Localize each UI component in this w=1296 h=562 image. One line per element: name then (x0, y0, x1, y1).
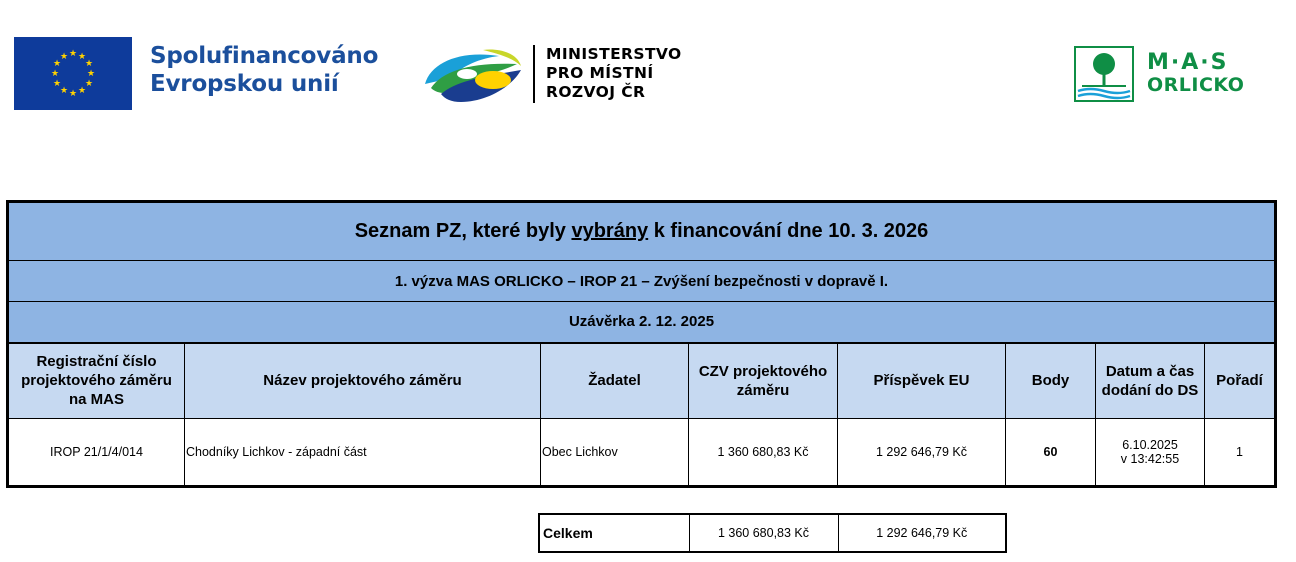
svg-text:★: ★ (59, 86, 69, 96)
cell-applicant: Obec Lichkov (541, 419, 689, 487)
eu-text-line1: Spolufinancováno (150, 43, 379, 69)
title-underlined: vybrány (571, 220, 649, 242)
totals-czv: 1 360 680,83 Kč (689, 514, 838, 552)
mas-line2: ORLICKO (1147, 74, 1245, 96)
cell-eu-contribution: 1 292 646,79 Kč (838, 419, 1006, 487)
selected-projects-table (6, 200, 1277, 488)
mas-line1: M·A·S (1147, 50, 1229, 75)
header-reg-number (8, 343, 185, 419)
title-after: k financování dne 10. 3. 2026 (648, 220, 929, 242)
header-czv-line1: CZV projektového (698, 362, 828, 380)
totals-eu: 1 292 646,79 Kč (838, 514, 1006, 552)
table-row (8, 419, 1276, 487)
cell-reg-number: IROP 21/1/4/014 (8, 419, 185, 487)
table-title (8, 202, 1276, 261)
deadline: Uzávěrka 2. 12. 2025 (8, 302, 1276, 343)
eu-cofinanced-text (150, 42, 378, 98)
mas-orlicko-logo-icon (1074, 46, 1134, 102)
cell-points: 60 (1006, 419, 1096, 487)
title-before: Seznam PZ, které byly (354, 220, 572, 242)
header-applicant: Žadatel (541, 343, 689, 419)
header-reg-line1: Registrační číslo (36, 353, 157, 371)
header-project-name: Název projektového záměru (185, 343, 541, 419)
cell-date-line1: 6.10.2025 (1122, 438, 1178, 452)
ministry-divider (533, 45, 535, 103)
ministry-logo-icon (421, 44, 523, 106)
mas-orlicko-text (1147, 52, 1244, 96)
header-reg-line2: projektového záměru (21, 372, 172, 390)
svg-text:★: ★ (68, 89, 78, 99)
header-date-line2: dodání do DS (1101, 381, 1199, 399)
call-name: 1. výzva MAS ORLICKO – IROP 21 – Zvýšení bezpečnosti v dopravě I. (8, 261, 1276, 302)
cell-date-line2: v 13:42:55 (1120, 452, 1180, 466)
totals-label: Celkem (539, 514, 689, 552)
ministry-line2: PRO MÍSTNÍ (546, 64, 654, 82)
svg-text:★: ★ (68, 49, 78, 59)
cell-delivery-date (1096, 419, 1205, 487)
svg-text:★: ★ (77, 52, 87, 62)
svg-text:★: ★ (52, 79, 62, 89)
svg-text:★: ★ (50, 69, 60, 79)
header-points: Body (1006, 343, 1096, 419)
ministry-name (546, 45, 682, 102)
ministry-line3: ROZVOJ ČR (546, 83, 646, 101)
header-reg-line3: na MAS (68, 391, 124, 409)
totals-row (539, 514, 1006, 552)
svg-text:★: ★ (84, 59, 94, 69)
svg-text:★: ★ (59, 52, 69, 62)
header-eu-contribution: Příspěvek EU (838, 343, 1006, 419)
cell-czv: 1 360 680,83 Kč (689, 419, 838, 487)
svg-text:★: ★ (86, 69, 96, 79)
header-delivery-date (1096, 343, 1205, 419)
eu-text-line2: Evropskou unií (150, 71, 339, 97)
cell-order: 1 (1205, 419, 1276, 487)
svg-text:★: ★ (52, 59, 62, 69)
header-order: Pořadí (1205, 343, 1276, 419)
totals-table (538, 513, 1007, 553)
cell-project-name: Chodníky Lichkov - západní část (185, 419, 541, 487)
svg-text:★: ★ (84, 79, 94, 89)
header-date-line1: Datum a čas (1105, 362, 1195, 380)
ministry-line1: MINISTERSTVO (546, 45, 682, 63)
svg-text:★: ★ (77, 86, 87, 96)
header-czv-line2: záměru (736, 381, 790, 399)
header-czv (689, 343, 838, 419)
eu-flag-icon (14, 37, 132, 110)
